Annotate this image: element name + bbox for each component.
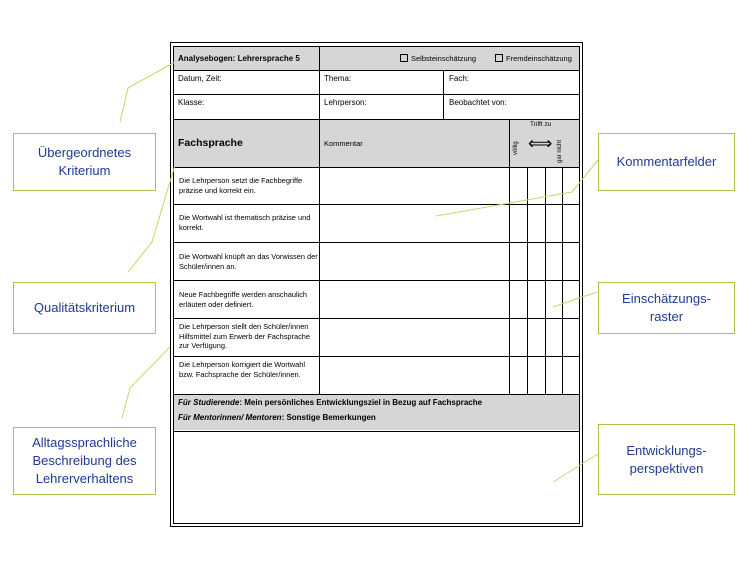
mentors-text: : Sonstige Bemerkungen: [281, 413, 376, 422]
criterion-3: Die Wortwahl knüpft an das Vorwissen der Schüler/innen an.: [179, 252, 318, 271]
rating-none-label: gar nicht: [557, 139, 563, 163]
criterion-2: Die Wortwahl ist thematisch präzise und korrekt.: [179, 213, 311, 232]
date-time-field[interactable]: Datum, Zeit:: [178, 74, 222, 83]
criterion-5: Die Lehrperson stellt den Schüler/innen Hilfsmittel zum Erwerb der Fachsprache zur Verfügung.: [179, 322, 311, 350]
mentors-label: Für Mentorinnen/ Mentoren: [178, 413, 282, 422]
leader-comments: [436, 160, 598, 216]
peer-assessment-label: Fremdeinschätzung: [506, 54, 572, 63]
criterion-1: Die Lehrperson setzt die Fachbegriffe präzise und korrekt ein.: [179, 176, 303, 195]
students-text: : Mein persönliches Entwicklungsziel in Bezug auf Fachsprache: [239, 398, 483, 407]
category-heading: Fachsprache: [178, 137, 243, 149]
callout-development-perspectives: Entwicklungs- perspektiven: [598, 424, 735, 495]
students-label: Für Studierende: [178, 398, 240, 407]
callout-quality-criterion: Qualitätskriterium: [13, 282, 156, 334]
subject-field[interactable]: Fach:: [449, 74, 470, 83]
leader-everyday: [122, 347, 170, 418]
rating-arrow-icon: ⟺: [528, 134, 553, 153]
criterion-4: Neue Fachbegriffe werden anschaulich erläutert oder definiert.: [179, 290, 308, 309]
criterion-6: Die Lehrperson korrigiert die Wortwahl bzw. Fachsprache der Schüler/innen.: [179, 360, 305, 379]
class-field[interactable]: Klasse:: [178, 98, 205, 107]
leader-rating: [553, 292, 597, 307]
form-title: Analysebogen: Lehrersprache 5: [178, 54, 300, 63]
topic-field[interactable]: Thema:: [324, 74, 352, 83]
callout-comment-fields: Kommentarfelder: [598, 133, 735, 191]
observed-by-field[interactable]: Beobachtet von:: [449, 98, 507, 107]
callout-rating-grid: Einschätzungs- raster: [598, 282, 735, 334]
leader-overarching: [120, 62, 175, 122]
rating-full-label: völlig: [513, 141, 519, 155]
self-assessment-label: Selbsteinschätzung: [411, 54, 477, 63]
teacher-field[interactable]: Lehrperson:: [324, 98, 367, 107]
rating-heading: Trifft zu: [530, 121, 552, 128]
callout-everyday-description: Alltagssprachliche Beschreibung des Lehrerverhaltens: [13, 427, 156, 495]
callout-overarching-criterion: Übergeordnetes Kriterium: [13, 133, 156, 191]
comment-heading: Kommentar: [324, 139, 363, 148]
leader-development: [553, 454, 598, 482]
